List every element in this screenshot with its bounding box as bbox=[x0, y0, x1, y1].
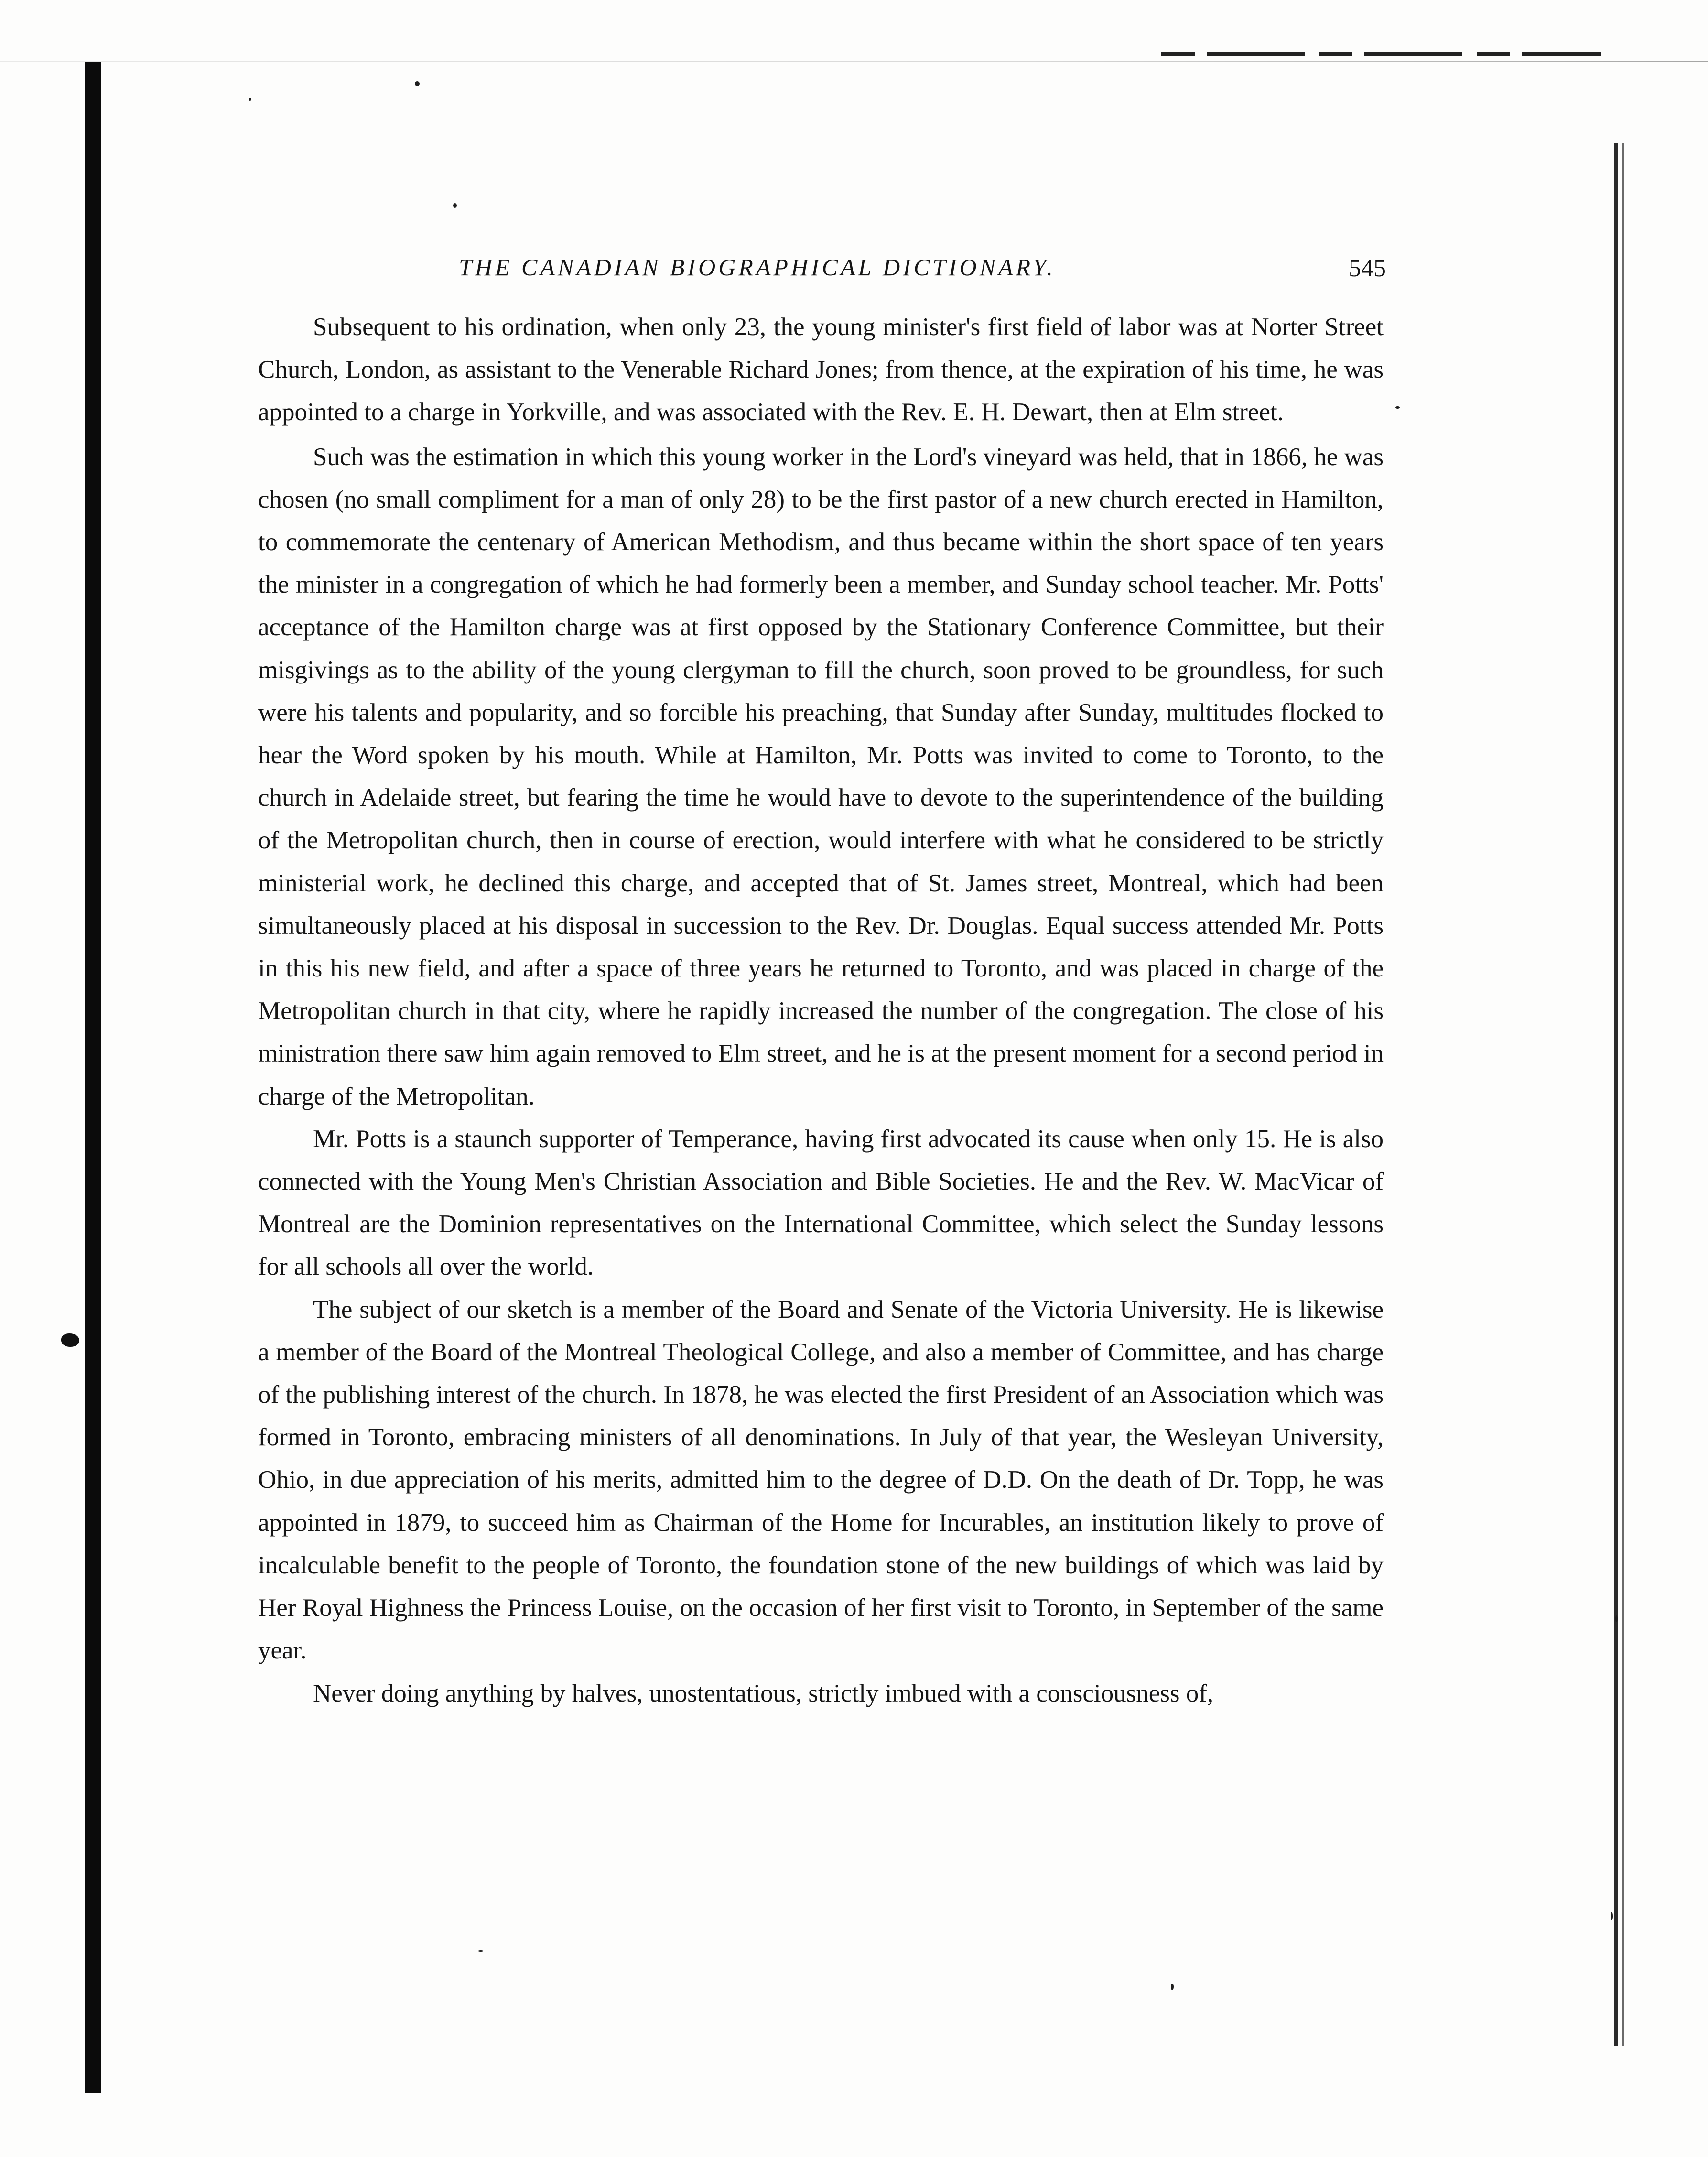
binding-edge bbox=[85, 62, 101, 2093]
scan-top-marks bbox=[1161, 52, 1601, 56]
page-header bbox=[258, 253, 1386, 292]
paragraph: The subject of our sketch is a member of the Board and Senate of the Victoria University. He is likewise a member of the Board of the Montreal Theological College, and also a member of Committee, and has charge of the publishing interest of the church. In 1878, he was elected the first President of an Association which was formed in Toronto, embracing ministers of all denominations. In July of that year, the Wesleyan University, Ohio, in due appreciation of his merits, admitted him to the degree of D.D. On the death of Dr. Topp, he was appointed in 1879, to succeed him as Chairman of the Home for Incurables, an institution likely to prove of incalculable benefit to the people of Toronto, the foundation stone of the new buildings of which was laid by Her Royal Highness the Princess Louise, on the occasion of her first visit to Toronto, in September of the same year. bbox=[258, 1295, 1384, 1665]
scan-top-edge bbox=[0, 61, 1708, 62]
ink-speck bbox=[453, 203, 457, 208]
paragraph: Subsequent to his ordination, when only 23, the young minister's first field of labor was at Norter Street Church, London, as assistant to the Venerable Richard Jones; from thence, at the expiration of his time, he was appointed to a charge in Yorkville, and was associated with the Rev. E. H. Dewart, then at Elm street. bbox=[258, 313, 1384, 426]
paragraph: Never doing anything by halves, unostentatious, strictly imbued with a consciousness of, bbox=[313, 1679, 1214, 1707]
scan-right-edge-line bbox=[1622, 143, 1624, 2046]
page-number: 545 bbox=[1349, 255, 1386, 282]
ink-speck bbox=[1611, 1912, 1613, 1920]
ink-speck bbox=[1615, 1615, 1618, 1622]
scan-right-edge bbox=[1614, 143, 1618, 2046]
running-title: THE CANADIAN BIOGRAPHICAL DICTIONARY. bbox=[459, 254, 1056, 281]
paragraph: Such was the estimation in which this young worker in the Lord's vineyard was held, that in 1866, he was chosen (no small compliment for a man of only 28) to be the first pastor of a new church erected in Hamilton, to commemorate the centenary of American Methodism, and thus became within the short space of ten years the minister in a congregation of which he had formerly been a member, and Sunday school teacher. Mr. Potts' acceptance of the Hamilton charge was at first opposed by the Stationary Conference Committee, but their misgivings as to the ability of the young clergyman to fill the church, soon proved to be groundless, for such were his talents and popularity, and so forcible his preaching, that Sunday after Sunday, multitudes flocked to hear the Word spoken by his mouth. While at Hamilton, Mr. Potts was invited to come to Toronto, to the church in Adelaide street, but fearing the time he would have to devote to the superintendence of the building of the Metropolitan church, then in course of erection, would interfere with what he considered to be strictly ministerial work, he declined this charge, and accepted that of St. James street, Montreal, which had been simultaneously placed at his disposal in succession to the Rev. Dr. Douglas. Equal success attended Mr. Potts in this his new field, and after a space of three years he returned to Toronto, and was placed in charge of the Metropolitan church in that city, where he rapidly increased the number of the congregation. The close of his ministration there saw him again removed to Elm street, and he is at the present moment for a second period in charge of the Metropolitan. bbox=[258, 443, 1384, 1110]
paragraph: Mr. Potts is a staunch supporter of Temperance, having first advocated its cause when only 15. He is also connected with the Young Men's Christian Association and Bible Societies. He and the Rev. W. MacVicar of Montreal are the Dominion representatives on the International Committee, which select the Sunday lessons for all schools all over the world. bbox=[258, 1125, 1384, 1281]
ink-speck bbox=[478, 1950, 484, 1952]
body-text bbox=[258, 306, 1384, 1715]
ink-speck bbox=[1395, 406, 1400, 409]
ink-speck bbox=[1171, 1984, 1174, 1990]
ink-speck bbox=[249, 98, 251, 101]
ink-speck bbox=[415, 81, 420, 86]
ink-blot bbox=[61, 1333, 79, 1347]
